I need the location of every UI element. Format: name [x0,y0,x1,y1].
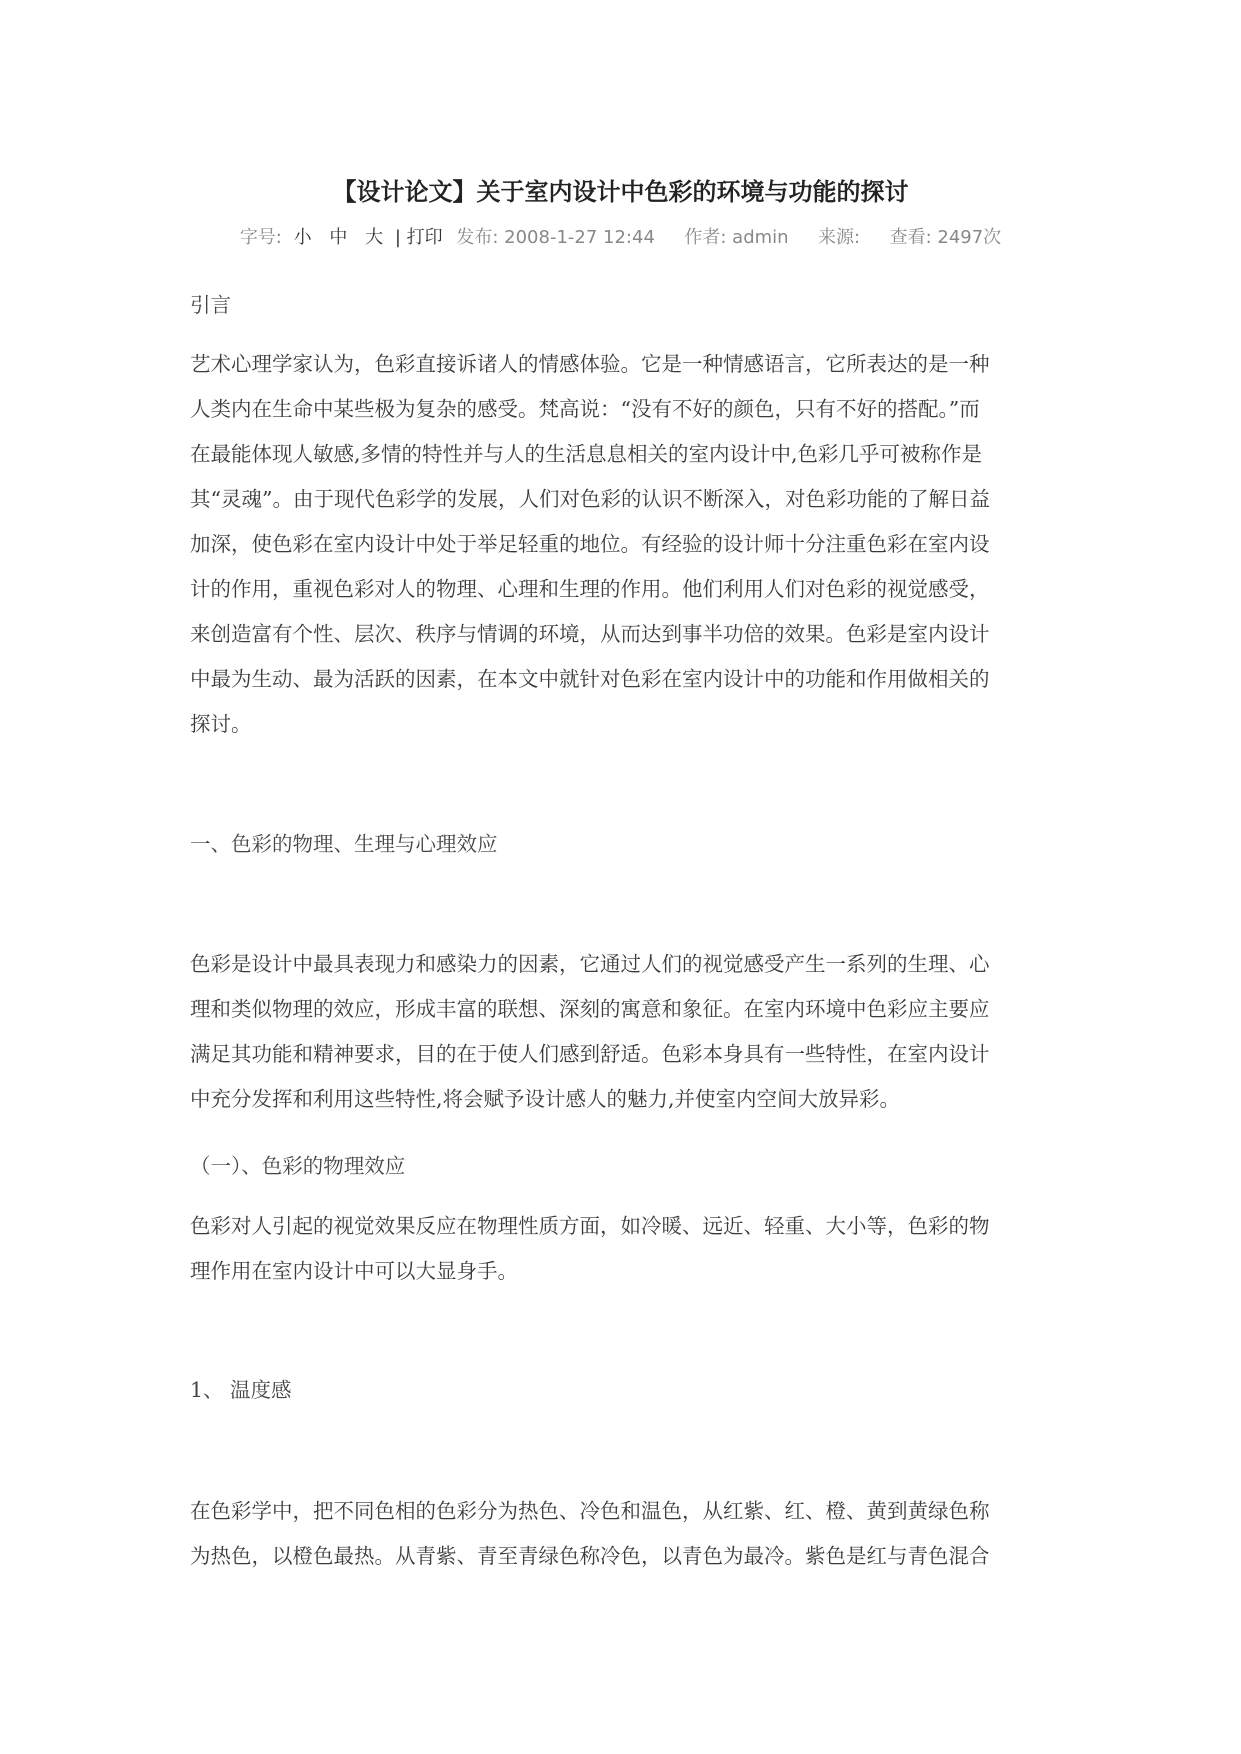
paragraph-line: 满足其功能和精神要求，目的在于使人们感到舒适。色彩本身具有一些特性，在室内设计 [190,1042,990,1066]
paragraph-line: 人类内在生命中某些极为复杂的感受。梵高说：“没有不好的颜色，只有不好的搭配。”而 [190,397,980,421]
font-size-label: 字号: [239,227,282,248]
paragraph-physical-effect [190,1204,1052,1294]
paragraph-line: 色彩是设计中最具表现力和感染力的因素，它通过人们的视觉感受产生一系列的生理、心 [190,952,990,976]
paragraph-line: 加深，使色彩在室内设计中处于举足轻重的地位。有经验的设计师十分注重色彩在室内设 [190,532,990,556]
section-heading-1: 一、色彩的物理、生理与心理效应 [190,832,498,856]
font-size-medium-link[interactable]: 中 [329,227,348,248]
paragraph-line: 计的作用，重视色彩对人的物理、心理和生理的作用。他们利用人们对色彩的视觉感受， [190,577,990,601]
subsection-heading-1: （一）、色彩的物理效应 [190,1154,406,1178]
paragraph-line: 理和类似物理的效应，形成丰富的联想、深刻的寓意和象征。在室内环境中色彩应主要应 [190,997,990,1021]
font-size-small-link[interactable]: 小 [293,227,312,248]
paragraph-temperature [190,1489,1052,1579]
publish-date: 发布: 2008-1-27 12:44 [456,227,655,248]
article-meta [0,223,1241,249]
print-link[interactable]: | 打印 [394,227,443,248]
paragraph-line: 为热色，以橙色最热。从青紫、青至青绿色称冷色，以青色为最冷。紫色是红与青色混合 [190,1544,990,1568]
paragraph-section1 [190,942,1052,1122]
paragraph-intro [190,342,1052,747]
paragraph-line: 理作用在室内设计中可以大显身手。 [190,1259,518,1283]
paragraph-line: 来创造富有个性、层次、秩序与情调的环境，从而达到事半功倍的效果。色彩是室内设计 [190,622,990,646]
source: 来源: [818,227,861,248]
intro-heading: 引言 [190,293,231,317]
font-size-large-link[interactable]: 大 [365,227,384,248]
paragraph-line: 在最能体现人敏感,多情的特性并与人的生活息息相关的室内设计中,色彩几乎可被称作是 [190,442,983,466]
paragraph-line: 中充分发挥和利用这些特性,将会赋予设计感人的魅力,并使室内空间大放异彩。 [190,1087,901,1111]
article-title: 【设计论文】关于室内设计中色彩的环境与功能的探讨 [332,178,909,206]
paragraph-line: 探讨。 [190,712,252,736]
paragraph-line: 其“灵魂”。由于现代色彩学的发展，人们对色彩的认识不断深入，对色彩功能的了解日益 [190,487,990,511]
paragraph-line: 在色彩学中，把不同色相的色彩分为热色、冷色和温色，从红紫、红、橙、黄到黄绿色称 [190,1499,990,1523]
item-heading-temperature: 1、 温度感 [190,1378,292,1402]
paragraph-line: 艺术心理学家认为，色彩直接诉诸人的情感体验。它是一种情感语言，它所表达的是一种 [190,352,990,376]
author: 作者: admin [684,227,789,248]
paragraph-line: 色彩对人引起的视觉效果反应在物理性质方面，如冷暖、远近、轻重、大小等，色彩的物 [190,1214,990,1238]
paragraph-line: 中最为生动、最为活跃的因素，在本文中就针对色彩在室内设计中的功能和作用做相关的 [190,667,990,691]
view-count: 查看: 2497次 [889,227,1002,248]
